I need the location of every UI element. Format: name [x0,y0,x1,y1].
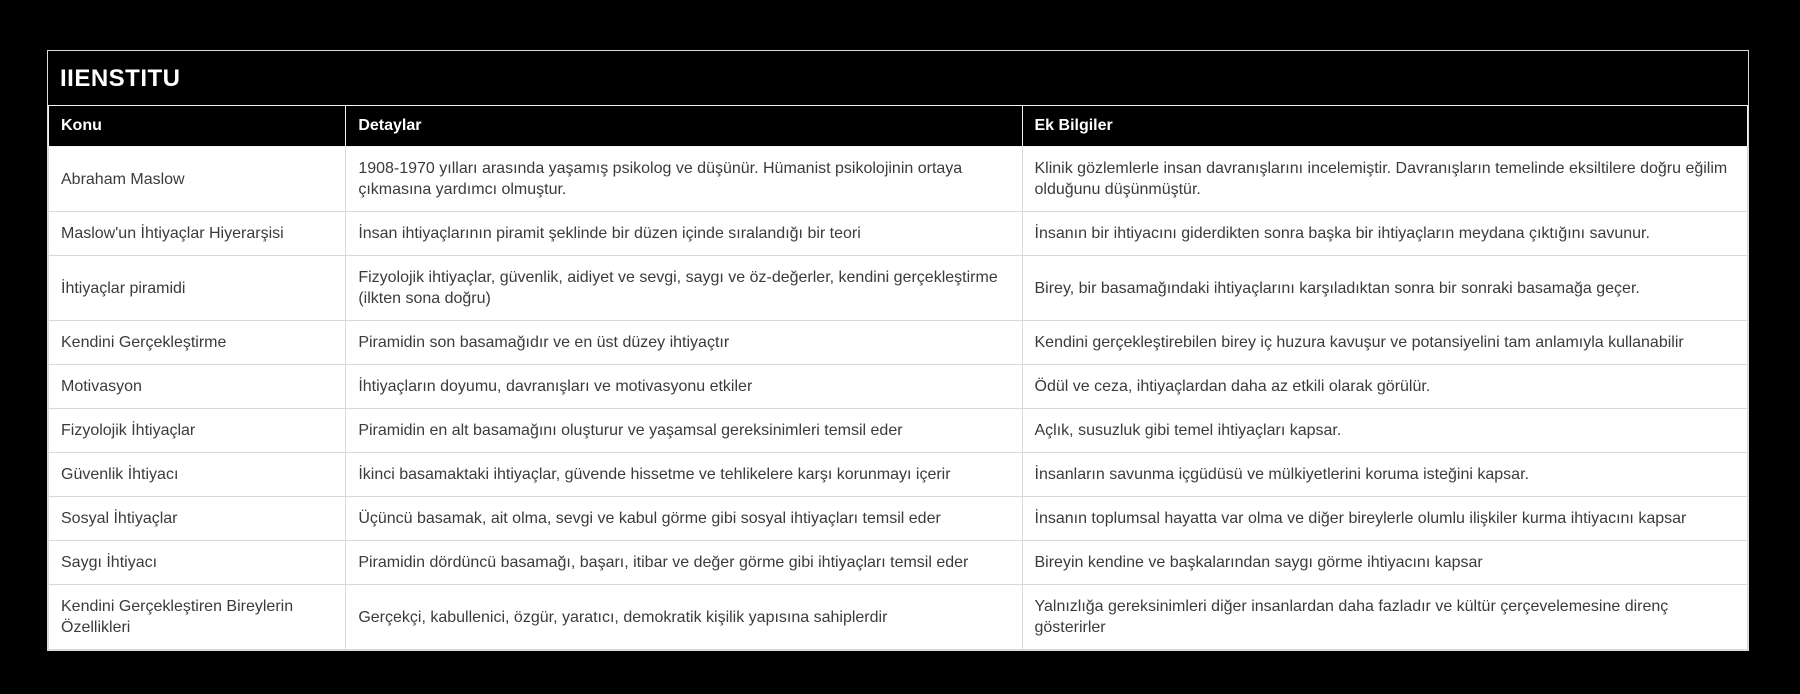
table-row [49,585,1748,650]
table-card [47,50,1749,651]
cell-detaylar: Piramidin son basamağıdır ve en üst düzey ihtiyaçtır [346,321,1022,365]
table-row [49,147,1748,212]
table-header [49,106,1748,147]
cell-detaylar: Fizyolojik ihtiyaçlar, güvenlik, aidiyet ve sevgi, saygı ve öz-değerler, kendini gerçekleştirme (ilkten sona doğru) [346,256,1022,321]
table-row [49,453,1748,497]
cell-konu: Abraham Maslow [49,147,346,212]
cell-konu: Maslow'un İhtiyaçlar Hiyerarşisi [49,212,346,256]
cell-detaylar: İhtiyaçların doyumu, davranışları ve motivasyonu etkiler [346,365,1022,409]
cell-ek-bilgiler: İnsanın toplumsal hayatta var olma ve diğer bireylerle olumlu ilişkiler kurma ihtiyacını kapsar [1022,497,1748,541]
column-header-konu: Konu [49,106,346,147]
table-body [49,147,1748,650]
cell-detaylar: Piramidin dördüncü basamağı, başarı, itibar ve değer görme gibi ihtiyaçları temsil eder [346,541,1022,585]
cell-detaylar: İnsan ihtiyaçlarının piramit şeklinde bir düzen içinde sıralandığı bir teori [346,212,1022,256]
table-row [49,321,1748,365]
table-header-row [49,106,1748,147]
cell-ek-bilgiler: Kendini gerçekleştirebilen birey iç huzura kavuşur ve potansiyelini tam anlamıyla kullanabilir [1022,321,1748,365]
table-row [49,256,1748,321]
cell-konu: Fizyolojik İhtiyaçlar [49,409,346,453]
table-row [49,212,1748,256]
table-row [49,541,1748,585]
cell-konu: Kendini Gerçekleştirme [49,321,346,365]
cell-konu: Motivasyon [49,365,346,409]
cell-konu: Sosyal İhtiyaçlar [49,497,346,541]
cell-konu: Kendini Gerçekleştiren Bireylerin Özellikleri [49,585,346,650]
cell-ek-bilgiler: Birey, bir basamağındaki ihtiyaçlarını karşıladıktan sonra bir sonraki basamağa geçer. [1022,256,1748,321]
cell-konu: Güvenlik İhtiyacı [49,453,346,497]
cell-ek-bilgiler: İnsanın bir ihtiyacını giderdikten sonra başka bir ihtiyaçların meydana çıktığını savunur. [1022,212,1748,256]
cell-detaylar: Üçüncü basamak, ait olma, sevgi ve kabul görme gibi sosyal ihtiyaçları temsil eder [346,497,1022,541]
cell-detaylar: Piramidin en alt basamağını oluşturur ve yaşamsal gereksinimleri temsil eder [346,409,1022,453]
column-header-detaylar: Detaylar [346,106,1022,147]
cell-detaylar: 1908-1970 yılları arasında yaşamış psikolog ve düşünür. Hümanist psikolojinin ortaya çıkmasına yardımcı olmuştur. [346,147,1022,212]
table-row [49,365,1748,409]
column-header-ek-bilgiler: Ek Bilgiler [1022,106,1748,147]
cell-ek-bilgiler: Yalnızlığa gereksinimleri diğer insanlardan daha fazladır ve kültür çerçevelemesine direnç gösterirler [1022,585,1748,650]
cell-ek-bilgiler: Klinik gözlemlerle insan davranışlarını incelemiştir. Davranışların temelinde eksiltilere doğru eğilim olduğunu düşünmüştür. [1022,147,1748,212]
info-table [48,105,1748,650]
cell-ek-bilgiler: İnsanların savunma içgüdüsü ve mülkiyetlerini koruma isteğini kapsar. [1022,453,1748,497]
cell-ek-bilgiler: Bireyin kendine ve başkalarından saygı görme ihtiyacını kapsar [1022,541,1748,585]
page-title: IIENSTITU [48,51,1748,105]
cell-detaylar: İkinci basamaktaki ihtiyaçlar, güvende hissetme ve tehlikelere karşı korunmayı içerir [346,453,1022,497]
table-row [49,409,1748,453]
cell-detaylar: Gerçekçi, kabullenici, özgür, yaratıcı, demokratik kişilik yapısına sahiplerdir [346,585,1022,650]
cell-ek-bilgiler: Açlık, susuzluk gibi temel ihtiyaçları kapsar. [1022,409,1748,453]
cell-konu: Saygı İhtiyacı [49,541,346,585]
table-row [49,497,1748,541]
cell-ek-bilgiler: Ödül ve ceza, ihtiyaçlardan daha az etkili olarak görülür. [1022,365,1748,409]
cell-konu: İhtiyaçlar piramidi [49,256,346,321]
